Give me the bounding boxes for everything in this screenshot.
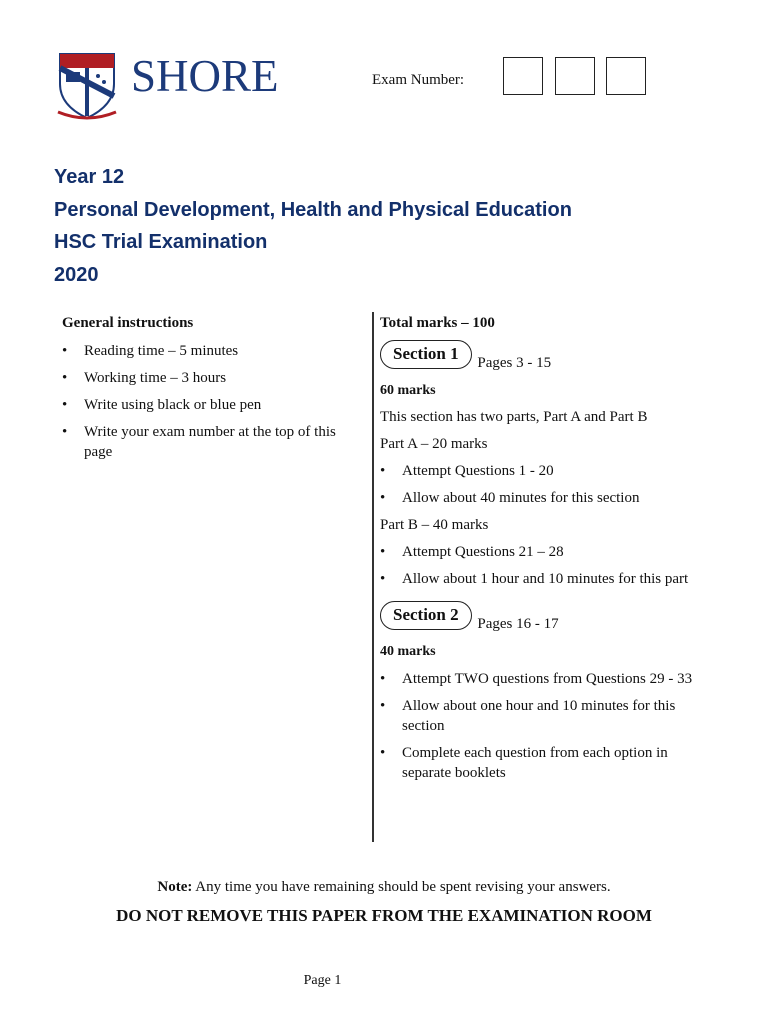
logo-wordmark: SHORE <box>131 51 279 101</box>
general-instructions <box>62 314 362 462</box>
title-year-number: 2020 <box>54 264 99 286</box>
list-item: • Write using black or blue pen <box>62 395 362 415</box>
exam-summary <box>380 314 710 783</box>
part-a-marks: Part A – 20 marks <box>380 436 488 452</box>
list-item: • Attempt TWO questions from Questions 29 - 33 <box>380 669 702 689</box>
section1-marks: 60 marks <box>380 383 436 398</box>
list-item: • Allow about one hour and 10 minutes for this section <box>380 696 702 736</box>
list-item: • Attempt Questions 1 - 20 <box>380 461 710 481</box>
exam-number-box-3[interactable] <box>606 57 646 95</box>
general-instructions-list <box>62 341 362 462</box>
list-item: • Allow about 40 minutes for this section <box>380 488 710 508</box>
total-marks: Total marks – 100 <box>380 315 495 331</box>
title-subject: Personal Development, Health and Physical Education <box>54 199 572 221</box>
note-body: Any time you have remaining should be spent revising your answers. <box>192 879 611 895</box>
section2-list <box>380 669 710 783</box>
list-item: • Attempt Questions 21 – 28 <box>380 542 710 562</box>
list-item: • Write your exam number at the top of this page <box>62 422 344 462</box>
list-item: • Reading time – 5 minutes <box>62 341 362 361</box>
list-item: • Complete each question from each option in separate booklets <box>380 743 712 783</box>
title-exam: HSC Trial Examination <box>54 231 268 253</box>
do-not-remove-warning: DO NOT REMOVE THIS PAPER FROM THE EXAMINATION ROOM <box>116 906 652 925</box>
section1-label: Section 1 <box>380 340 472 369</box>
section2-header <box>380 601 710 633</box>
title-year: Year 12 <box>54 166 125 188</box>
note-text <box>0 879 768 896</box>
exam-number-label: Exam Number: <box>372 72 465 88</box>
section1-header <box>380 340 710 372</box>
part-a-list <box>380 461 710 508</box>
part-b-marks: Part B – 40 marks <box>380 517 489 533</box>
exam-number-box-1[interactable] <box>503 57 543 95</box>
section2-marks: 40 marks <box>380 644 436 659</box>
page-number: Page 1 <box>303 973 342 988</box>
section2-pages: Pages 16 - 17 <box>477 616 559 632</box>
exam-number-box-2[interactable] <box>555 57 595 95</box>
column-divider <box>372 312 374 842</box>
list-item: • Working time – 3 hours <box>62 368 362 388</box>
part-b-list <box>380 542 710 589</box>
list-item: • Allow about 1 hour and 10 minutes for this part <box>380 569 702 589</box>
section2-label: Section 2 <box>380 601 472 630</box>
section1-description: This section has two parts, Part A and Part B <box>380 409 648 425</box>
note-label: Note: <box>157 879 193 895</box>
school-crest-logo <box>54 50 120 122</box>
general-instructions-heading: General instructions <box>62 315 194 331</box>
section1-pages: Pages 3 - 15 <box>477 355 552 371</box>
